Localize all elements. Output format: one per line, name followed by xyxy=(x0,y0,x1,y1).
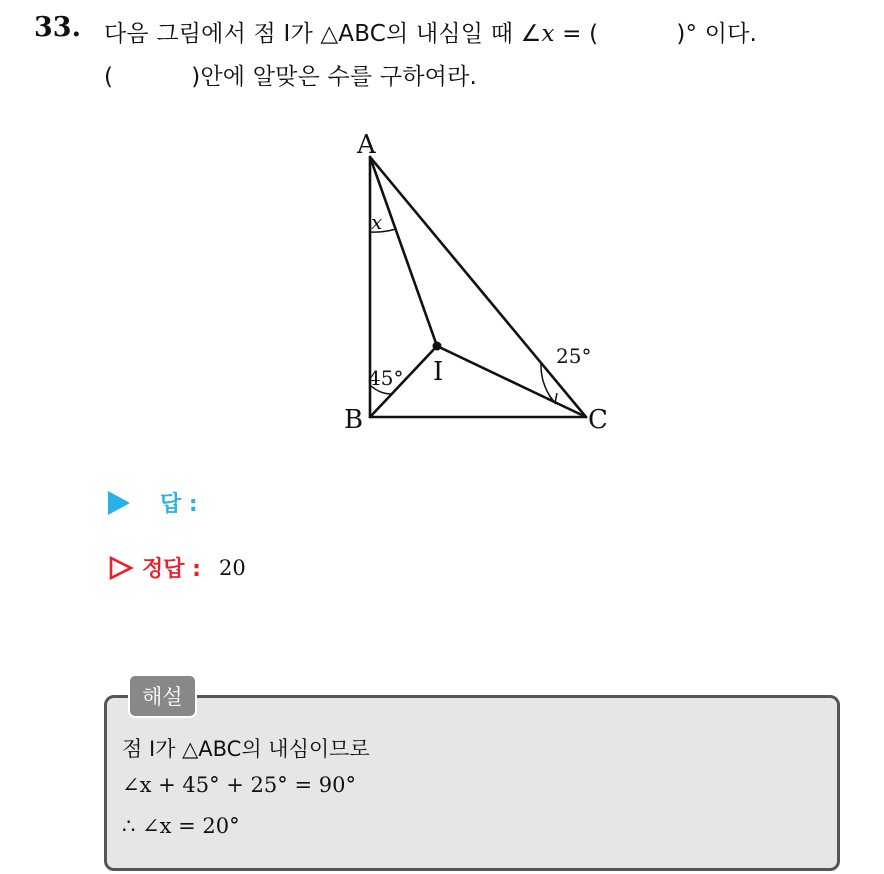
play-arrow-icon xyxy=(108,491,130,515)
solution-line-3: ∴ ∠x = 20° xyxy=(122,814,240,838)
question-variable: x xyxy=(541,21,555,47)
question-text-part: )안에 알맞은 수를 구하여라. xyxy=(191,64,478,90)
question-text-part: ( xyxy=(104,64,114,90)
incenter-point xyxy=(433,342,442,351)
correct-answer-label: 정답 : xyxy=(142,557,201,582)
answer-row xyxy=(108,487,198,518)
question-text-part: )° 이다. xyxy=(676,21,758,47)
question-text-part: 다음 그림에서 점 I가 △ABC의 내심일 때 ∠ xyxy=(104,21,542,47)
vertex-label-i: I xyxy=(433,357,444,387)
angle-label-45: 45° xyxy=(368,366,404,390)
question-text-part: = ( xyxy=(554,21,599,47)
question-number: 33. xyxy=(34,12,81,43)
vertex-label-a: A xyxy=(357,130,376,160)
angle-label-x: x xyxy=(371,210,383,234)
outline-arrow-icon xyxy=(108,556,134,580)
segment-AI xyxy=(370,157,437,346)
correct-answer-value: 20 xyxy=(218,555,246,580)
solution-tag: 해설 xyxy=(128,674,197,718)
angle-label-25: 25° xyxy=(556,344,592,368)
vertex-label-b: B xyxy=(344,405,364,435)
solution-line-2: ∠x + 45° + 25° = 90° xyxy=(122,773,356,797)
correct-answer-row xyxy=(108,552,246,583)
answer-label: 답 : xyxy=(160,492,198,517)
solution-line-1: 점 I가 △ABC의 내심이므로 xyxy=(122,737,370,761)
vertex-label-c: C xyxy=(588,405,608,435)
